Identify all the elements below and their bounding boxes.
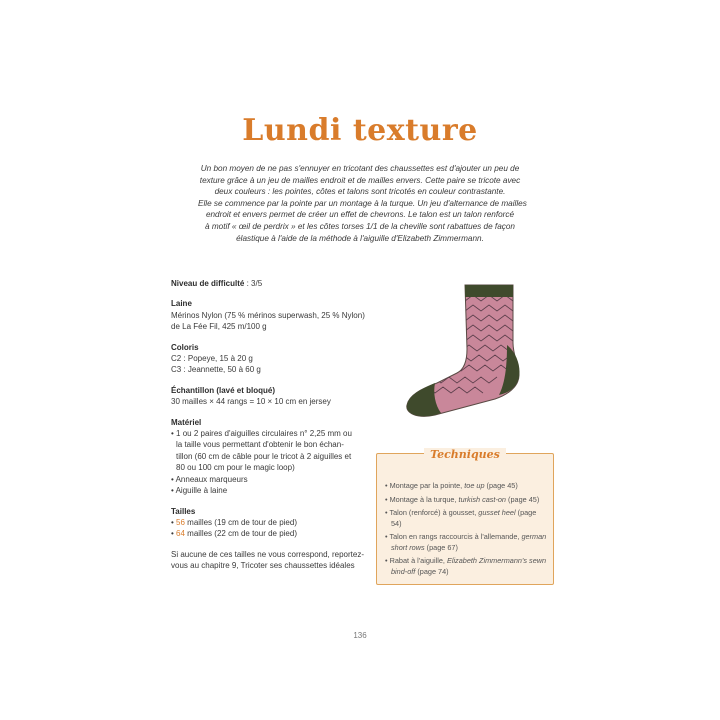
section-heading: Laine bbox=[171, 299, 192, 309]
section-echantillon bbox=[171, 385, 371, 408]
technique-text: • Rabat à l'aiguille, bbox=[385, 556, 447, 565]
sock-cuff bbox=[465, 285, 513, 297]
technique-item bbox=[385, 532, 547, 553]
section-line: de La Fée Fil, 425 m/100 g bbox=[171, 322, 267, 332]
difficulty-value: : 3/5 bbox=[244, 279, 263, 288]
technique-english: gusset heel bbox=[478, 508, 516, 517]
size-text: mailles (22 cm de tour de pied) bbox=[184, 529, 297, 539]
techniques-list bbox=[385, 481, 547, 580]
section-coloris bbox=[171, 342, 371, 376]
section-heading: Tailles bbox=[171, 506, 196, 516]
list-item-line: tillon (60 cm de câble pour le tricot à 2 aiguilles et bbox=[176, 451, 352, 461]
size-text: mailles (19 cm de tour de pied) bbox=[184, 517, 297, 527]
intro-line: Un bon moyen de ne pas s'ennuyer en tricotant des chaussettes est d'ajouter un peu de bbox=[200, 164, 520, 173]
technique-text: • Talon (renforcé) à gousset, bbox=[385, 508, 479, 517]
intro-line: deux couleurs : les pointes, côtes et talons sont tricotés en couleur contrastante. bbox=[214, 187, 506, 197]
section-laine bbox=[171, 298, 371, 332]
technique-page: (page 54) bbox=[391, 508, 537, 528]
sock-illustration bbox=[395, 283, 540, 421]
bullet: • bbox=[171, 517, 177, 527]
section-line: Mérinos Nylon (75 % mérinos superwash, 25 % Nylon) bbox=[171, 310, 365, 320]
section-heading: Matériel bbox=[171, 417, 202, 427]
section-line: C3 : Jeannette, 50 à 60 g bbox=[171, 365, 261, 375]
technique-item bbox=[385, 508, 547, 529]
technique-page: (page 67) bbox=[424, 542, 458, 552]
intro-paragraph bbox=[198, 163, 527, 244]
size-number: 64 bbox=[176, 529, 185, 539]
list-item bbox=[171, 428, 371, 474]
section-heading: Échantillon (lavé et bloqué) bbox=[171, 385, 276, 395]
intro-line: à motif « œil de perdrix » et les côtes torses 1/1 de la cheville sont rabattues de façon bbox=[205, 221, 515, 231]
list-item: • Anneaux marqueurs bbox=[171, 474, 248, 484]
section-line: C2 : Popeye, 15 à 20 g bbox=[171, 354, 253, 364]
difficulty-label: Niveau de difficulté bbox=[171, 279, 245, 288]
list-item-line: 80 ou 100 cm pour le magic loop) bbox=[176, 463, 295, 473]
technique-english: turkish cast-on bbox=[458, 494, 506, 504]
techniques-box bbox=[376, 448, 554, 585]
pattern-info bbox=[171, 278, 371, 572]
intro-line: endroit et envers permet de créer un effet de chevrons. Le talon est un talon renforcé bbox=[205, 210, 515, 220]
technique-page: (page 45) bbox=[506, 494, 540, 504]
list-item bbox=[171, 528, 371, 539]
technique-text: • Montage à la turque, bbox=[385, 494, 459, 504]
size-note bbox=[171, 549, 371, 572]
technique-text: • Montage par la pointe, bbox=[385, 481, 465, 490]
techniques-title-wrap bbox=[377, 445, 553, 463]
technique-english: toe up bbox=[464, 481, 485, 490]
note-line: Si aucune de ces tailles ne vous correspond, reportez- bbox=[171, 549, 364, 559]
section-line: 30 mailles × 44 rangs = 10 × 10 cm en jersey bbox=[171, 397, 331, 407]
intro-line: élastique à l'aide de la méthode à l'aiguille d'Elizabeth Zimmermann. bbox=[236, 233, 484, 243]
section-tailles bbox=[171, 506, 371, 540]
technique-item bbox=[385, 556, 547, 577]
section-materiel bbox=[171, 417, 371, 497]
technique-item bbox=[385, 495, 547, 506]
page-number: 136 bbox=[353, 631, 367, 640]
difficulty bbox=[171, 278, 371, 289]
intro-line: texture grâce à un jeu de mailles endroit et de mailles envers. Cette paire se tricote avec bbox=[199, 175, 521, 185]
list-item bbox=[171, 517, 371, 528]
list-item: • Aiguille à laine bbox=[171, 486, 228, 496]
section-heading: Coloris bbox=[171, 342, 199, 352]
technique-english: german short rows bbox=[391, 532, 547, 552]
list-item-line: • 1 ou 2 paires d'aiguilles circulaires n° 2,25 mm ou bbox=[171, 429, 352, 439]
note-line: vous au chapitre 9, Tricoter ses chaussettes idéales bbox=[171, 561, 355, 571]
technique-text: • Talon en rangs raccourcis à l'allemande, bbox=[385, 532, 522, 541]
techniques-title: Techniques bbox=[424, 448, 506, 461]
technique-english: Elizabeth Zimmermann's sewn bind-off bbox=[391, 556, 547, 576]
technique-item bbox=[385, 481, 547, 492]
technique-page: (page 45) bbox=[484, 481, 518, 490]
technique-page: (page 74) bbox=[415, 566, 449, 576]
page-title: Lundi texture bbox=[242, 113, 478, 148]
intro-line: Elle se commence par la pointe par un montage à la turque. Un jeu d'alternance de mailles bbox=[198, 198, 527, 208]
size-number: 56 bbox=[176, 517, 185, 527]
bullet: • bbox=[171, 529, 177, 539]
list-item-line: la taille vous permettant d'obtenir le bon échan- bbox=[176, 440, 344, 450]
